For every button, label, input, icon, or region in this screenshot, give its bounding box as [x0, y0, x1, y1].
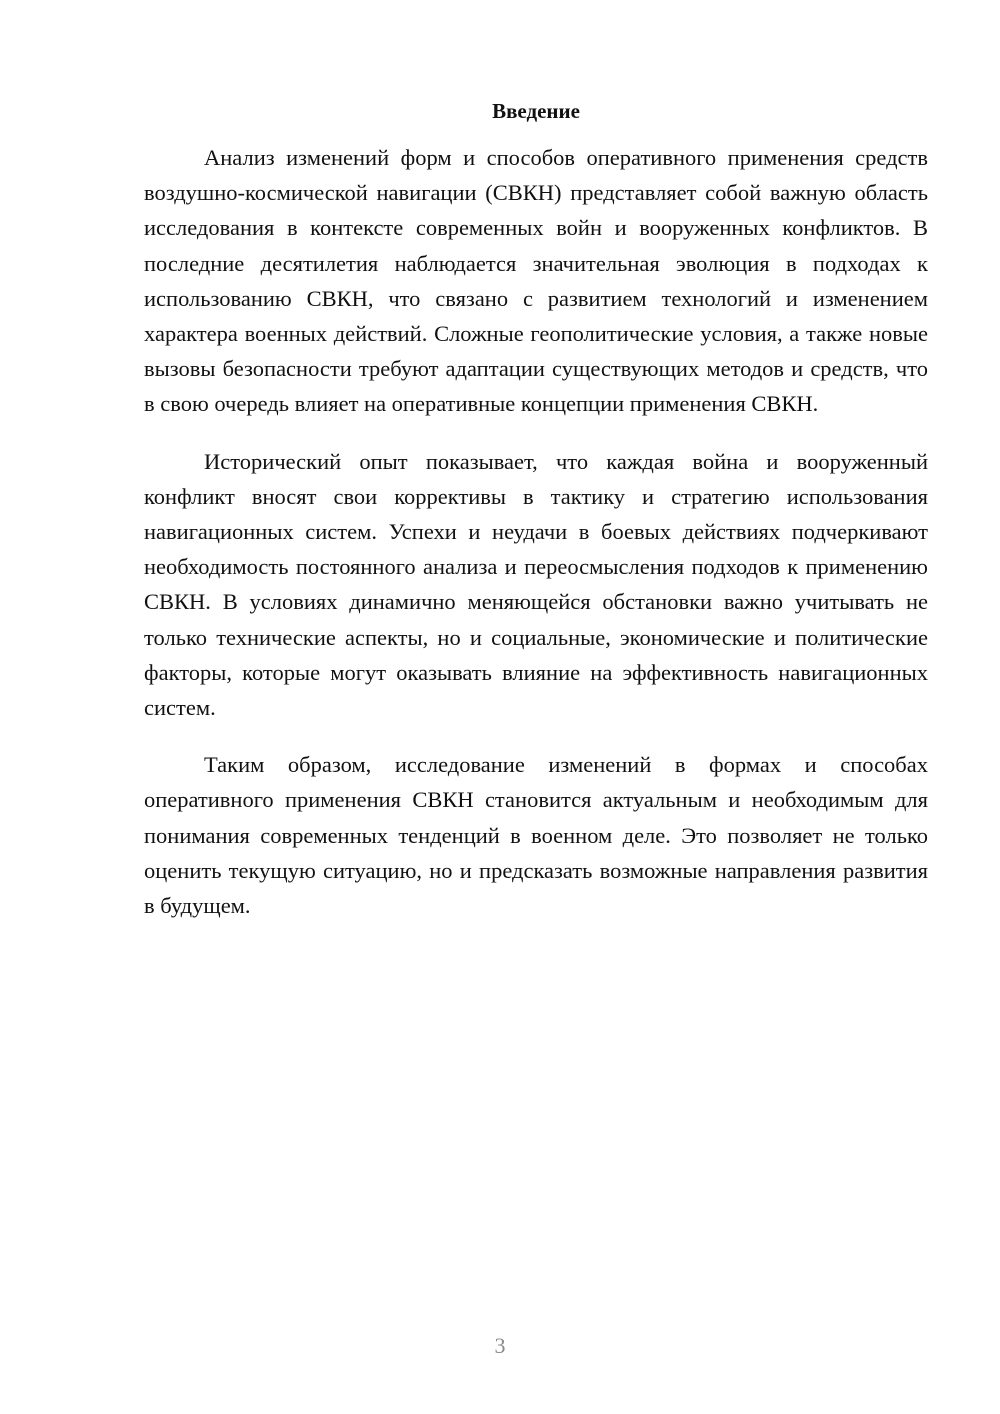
page-content [144, 96, 928, 945]
paragraph-3: Таким образом, исследование изменений в формах и способах оперативного применения СВКН становится актуальным и необходимым для понимания современных тенденций в военном деле. Это позволяет не только оценить текущую ситуацию, но и предсказать возможные направления развития в будущем. [144, 752, 928, 919]
page-number: 3 [494, 1333, 506, 1358]
paragraph-2: Исторический опыт показывает, что каждая война и вооруженный конфликт вносят свои коррективы в тактику и стратегию использования навигационных систем. Успехи и неудачи в боевых действиях подчеркивают необходимость постоянного анализа и переосмысления подходов к применению СВКН. В условиях динамично меняющейся обстановки важно учитывать не только технические аспекты, но и социальные, экономические и политические факторы, которые могут оказывать влияние на эффективность навигационных систем. [144, 448, 928, 721]
section-title: Введение [492, 99, 580, 123]
paragraph-1: Анализ изменений форм и способов оперативного применения средств воздушно-космической навигации (СВКН) представляет собой важную область исследования в контексте современных войн и вооруженных конфликтов. В последние десятилетия наблюдается значительная эволюция в подходах к использованию СВКН, что связано с развитием технологий и изменением характера военных действий. Сложные геополитические условия, а также новые вызовы безопасности требуют адаптации существующих методов и средств, что в свою очередь влияет на оперативные концепции применения СВКН. [144, 145, 928, 417]
